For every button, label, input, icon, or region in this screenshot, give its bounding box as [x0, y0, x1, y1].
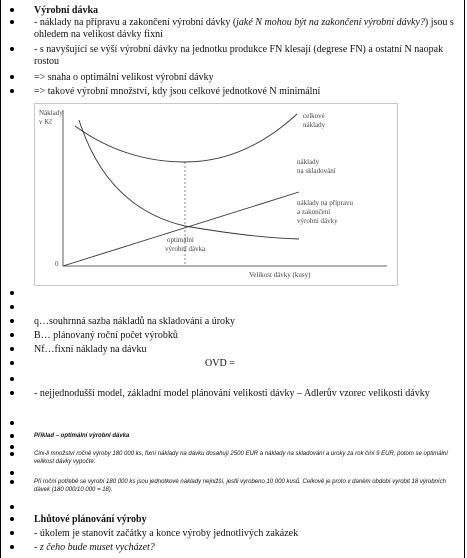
example-title: Příklad – optimální výrobní dávka — [34, 433, 130, 439]
page-border-left — [0, 0, 1, 558]
series-label-setup-line2: a zakončení — [297, 208, 331, 216]
bullet-dot — [10, 305, 14, 309]
series-label-setup-line1: náklady na přípravu — [297, 199, 353, 207]
bullet-text: => snaha o optimální velikost výrobní dávky — [34, 72, 214, 83]
bullet-dot — [10, 434, 14, 438]
bullet-dot — [10, 445, 14, 449]
y-axis-label-line2: v Kč — [39, 118, 53, 126]
italic-question: jaké N mohou být na zakončení výrobní dávky? — [236, 17, 425, 28]
series-line-total-costs — [75, 114, 297, 162]
bullet-dot — [10, 361, 14, 365]
series-label-storage-line1: náklady — [297, 158, 320, 166]
series-label-storage-line2: na skladování — [297, 167, 336, 175]
bullet-text: - nejjednodušší model, základní model plánování velikosti dávky – Adlerův vzorec velikosti dávky — [34, 388, 430, 399]
bullet-dot — [10, 452, 14, 456]
bullet-text: B… plánovaný roční počet výrobků — [34, 330, 178, 341]
text-segment: - náklady na přípravu a zakončení výrobní dávky ( — [34, 17, 237, 28]
bullet-dot — [10, 75, 14, 79]
series-line-storage-costs — [63, 192, 299, 266]
chart-svg — [35, 104, 397, 285]
bullet-dot — [10, 333, 14, 337]
origin-label: 0 — [55, 260, 59, 268]
series-label-total-costs-line2: náklady — [303, 121, 326, 129]
series-label-total-costs-line1: celkové — [303, 112, 325, 120]
bullet-dot — [10, 517, 14, 521]
bullet-dot — [10, 505, 14, 509]
bullet-dot — [10, 291, 14, 295]
bullet-dot — [10, 319, 14, 323]
example-text: Cini-li množství ročně výroby 180 000 ks, fixní náklady na dávku dosahují 2500 EUR a náklady na skladování a úroky za rok činí 9 EUR, potom se optimální velikost dávky vypočte: — [34, 451, 448, 465]
bullet-dot — [10, 20, 14, 24]
batch-size-chart — [34, 103, 398, 286]
bullet-dot — [10, 531, 14, 535]
example-text-row-2 — [0, 478, 467, 498]
bullet-text: - úkolem je stanovit začátky a konce výroby jednotlivých zakázek — [34, 528, 299, 539]
formula-label: OVD = — [205, 358, 235, 369]
annotation-optimal-line2: výrobní dávka — [165, 245, 206, 253]
y-axis-label-line1: Náklady — [39, 109, 63, 117]
bullet-dot — [10, 89, 14, 93]
page-border-right — [464, 0, 465, 558]
bullet-dot — [10, 8, 14, 12]
bullet-row-fixed-costs — [0, 17, 467, 41]
section-heading: Lhůtové plánování výroby — [34, 514, 147, 525]
bullet-row-adler-model — [0, 388, 467, 414]
bullet-text: q…souhrnná sazba nákladů na skladování a úroky — [34, 316, 236, 327]
bullet-row-degression — [0, 44, 467, 68]
series-label-setup-line3: výrobní dávky — [297, 217, 338, 225]
bullet-text: - z čeho bude muset vycházet? — [34, 542, 155, 553]
bullet-dot — [10, 545, 14, 549]
bullet-text — [34, 17, 459, 41]
bullet-dot — [10, 347, 14, 351]
bullet-dot — [10, 421, 14, 425]
example-text: Při roční potřebě se vyrobí 180 000 ks jsou jednotkové náklady nejnižší, jestli vyrobeno 10 000 kusů. Celkově je proto v daném období vyrobit 18 výrobních dávek (180 000/10 000 = 18). — [34, 479, 446, 493]
example-text-row-1 — [0, 450, 467, 470]
bullet-dot — [10, 377, 14, 381]
text-segment: ) jsou s ohledem na velikost dávky fixní — [34, 17, 454, 40]
bullet-dot — [10, 471, 14, 475]
section-heading: Výrobní dávka — [34, 5, 99, 16]
bullet-dot — [10, 47, 14, 51]
bullet-text: - s navyšující se výší výrobní dávky na jednotku produkce FN klesají (degrese FN) a ostatní N naopak rostou — [34, 44, 444, 67]
annotation-optimal-line1: optimální — [167, 236, 194, 244]
bullet-dot — [10, 391, 14, 395]
bullet-text: Nf…fixní náklady na dávku — [34, 344, 147, 355]
bullet-text: => takové výrobní množství, kdy jsou celkové jednotkové N minimální — [34, 86, 321, 97]
x-axis-label: Velikost dávky (kusy) — [249, 271, 311, 279]
bullet-dot — [10, 480, 14, 484]
